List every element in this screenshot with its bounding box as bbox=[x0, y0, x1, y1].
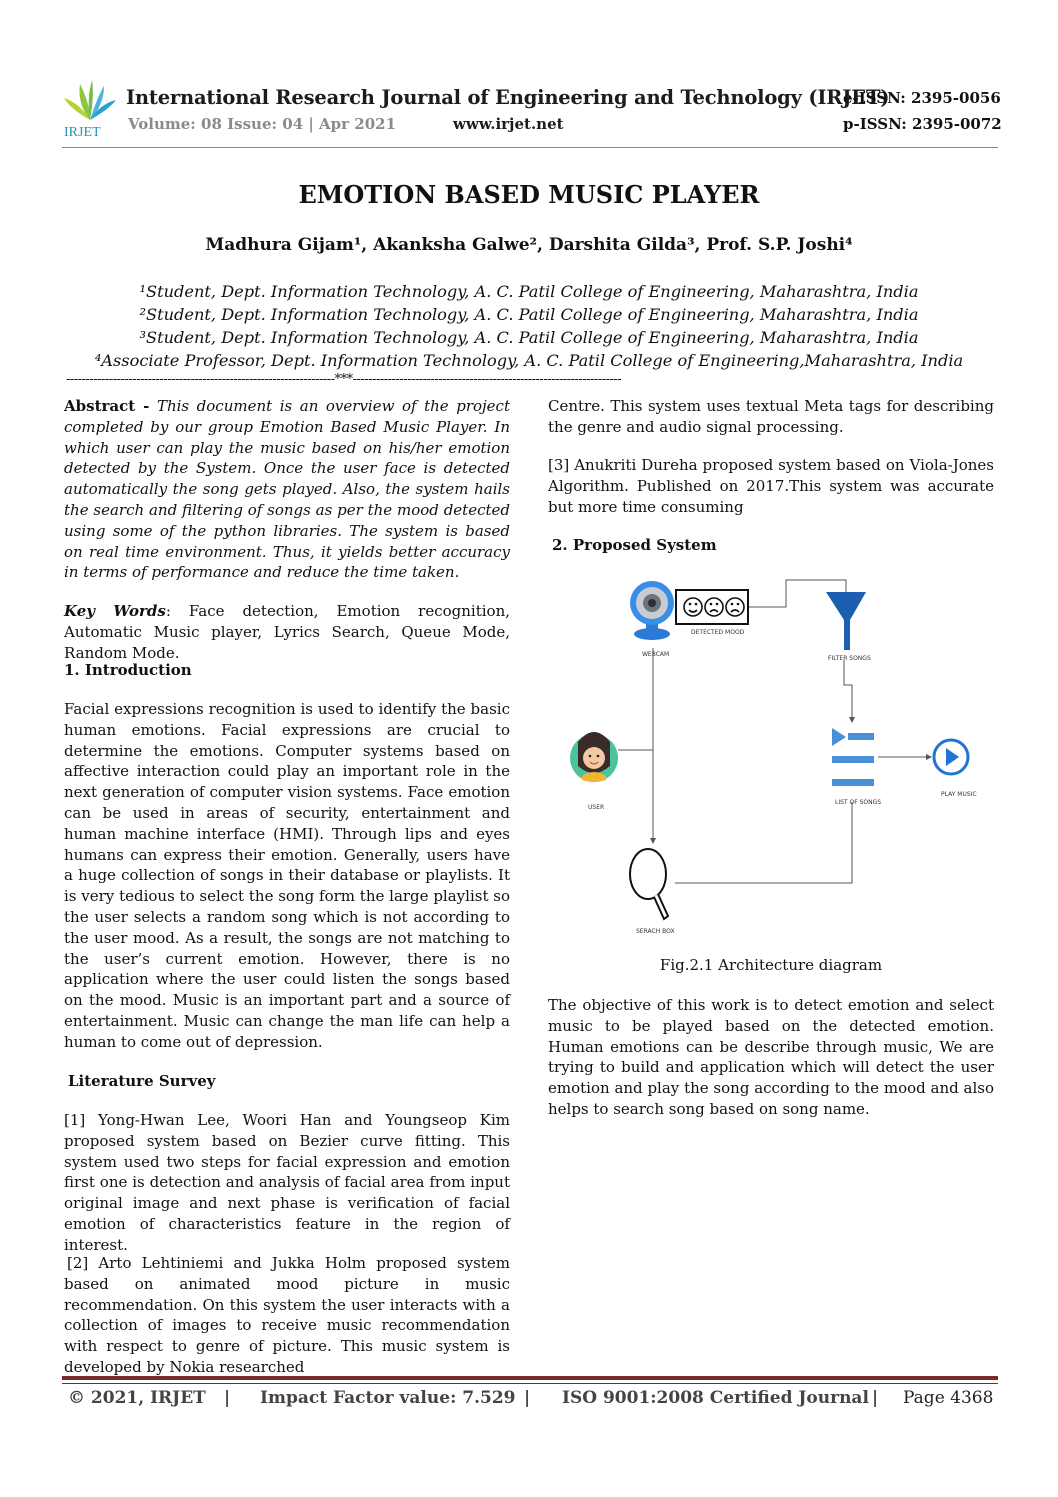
affiliation-2: ²Student, Dept. Information Technology, A. C. Patil College of Engineering, Maharashtra, India bbox=[139, 305, 919, 324]
label-detected-mood: DETECTED MOOD bbox=[691, 629, 745, 636]
lit-paragraph-2: [2] Arto Lehtiniemi and Jukka Holm proposed system based on animated mood picture in music recommendation. On this system the user interacts with a collection of images to receive music recommendation with respect to genre of picture. This music system is developed by Nokia researched bbox=[64, 1254, 510, 1376]
journal-logo bbox=[60, 74, 120, 138]
lit-paragraph-3: [3] Anukriti Dureha proposed system based on Viola-Jones Algorithm. Published on 2017.This system was accurate but more time consuming bbox=[548, 456, 994, 516]
filter-icon bbox=[826, 592, 866, 650]
header-rule bbox=[62, 147, 998, 148]
keywords bbox=[64, 601, 510, 663]
footer-separator-2: | bbox=[524, 1388, 531, 1408]
proposed-heading: 2. Proposed System bbox=[552, 536, 717, 554]
intro-heading: 1. Introduction bbox=[64, 661, 192, 679]
journal-volume: Volume: 08 Issue: 04 | Apr 2021 bbox=[128, 115, 397, 133]
footer-page-number: Page 4368 bbox=[903, 1388, 994, 1408]
abstract-label: Abstract - bbox=[64, 397, 150, 415]
footer-impact-factor: Impact Factor value: 7.529 bbox=[260, 1388, 516, 1408]
e-issn: e-ISSN: 2395-0056 bbox=[843, 89, 1001, 107]
lit-heading: Literature Survey bbox=[68, 1072, 216, 1090]
play-music-icon bbox=[934, 740, 968, 774]
affiliation-1: ¹Student, Dept. Information Technology, A. C. Patil College of Engineering, Maharashtra, India bbox=[139, 282, 919, 301]
lit-paragraph-2-cont: Centre. This system uses textual Meta tags for describing the genre and audio signal processing. bbox=[548, 397, 994, 436]
label-webcam: WEBCAM bbox=[642, 651, 670, 658]
footer-copyright: © 2021, IRJET bbox=[68, 1388, 206, 1408]
label-user: USER bbox=[588, 804, 605, 811]
label-list-of-songs: LIST OF SONGS bbox=[835, 799, 882, 806]
footer-iso: ISO 9001:2008 Certified Journal bbox=[562, 1388, 869, 1408]
paper-title: EMOTION BASED MUSIC PLAYER bbox=[298, 180, 760, 209]
lit-paragraph-1: [1] Yong-Hwan Lee, Woori Han and Youngseop Kim proposed system based on Bezier curve fitting. This system used two steps for facial expression and emotion first one is detection and analysis of facial area from input original image and next phase is verification of facial emotion of characteristics feature in the region of interest. bbox=[64, 1111, 510, 1254]
label-play-music: PLAY MUSIC bbox=[941, 791, 977, 798]
intro-text: Facial expressions recognition is used to identify the basic human emotions. Facial expressions are crucial to determine the emotions. Computer systems based on affective interaction could play an important role in the next generation of computer vision systems. Face emotion can be used in areas of security, entertainment and human machine interface (HMI). Through lips and eyes humans can express their emotion. Generally, users have a huge collection of songs in their database or playlists. It is very tedious to select the song form the large playlist so the user selects a random song which is not according to the user mood. As a result, the songs are not matching to the user’s current emotion. However, there is no application where the user could listen the songs based on the mood. Music is an important part and a source of entertainment. Music can change the man life can help a human to come out of depression. bbox=[64, 700, 510, 1051]
abstract-text: This document is an overview of the project completed by our group Emotion Based Music Player. In which user can play the music based on his/her emotion detected by the System. Once the user face is detected automatically the song gets played. Also, the system hails the search and filtering of songs as per the mood detected using some of the python libraries. The system is based on real time environment. Thus, it yields better accuracy in terms of performance and reduce the time taken. bbox=[64, 397, 510, 582]
search-box-icon bbox=[630, 849, 668, 919]
footer-rule-thin bbox=[62, 1383, 998, 1384]
list-of-songs-icon bbox=[832, 728, 874, 786]
architecture-diagram bbox=[560, 570, 980, 942]
journal-website[interactable]: www.irjet.net bbox=[453, 115, 564, 133]
separator-line: ---------------------------------------------------------------------***--------------------------------------------------------------------- bbox=[66, 372, 622, 387]
proposed-text: The objective of this work is to detect emotion and select music to be played based on the detected emotion. Human emotions can be describe through music, We are trying to build and application which will detect the user emotion and play the song according to the mood and also helps to search song based on song name. bbox=[548, 996, 994, 1118]
figure-caption: Fig.2.1 Architecture diagram bbox=[659, 956, 883, 974]
footer-rule bbox=[62, 1376, 998, 1380]
affiliation-3: ³Student, Dept. Information Technology, A. C. Patil College of Engineering, Maharashtra, India bbox=[139, 328, 919, 347]
keywords-label: Key Words bbox=[64, 602, 166, 620]
paper-authors: Madhura Gijam¹, Akanksha Galwe², Darshita Gilda³, Prof. S.P. Joshi⁴ bbox=[205, 235, 853, 255]
affiliation-4: ⁴Associate Professor, Dept. Information Technology, A. C. Patil College of Engineering,Maharashtra, India bbox=[94, 351, 964, 370]
footer-separator-3: | bbox=[872, 1388, 879, 1408]
svg-text:IRJET: IRJET bbox=[64, 125, 101, 138]
keywords-text: : Face detection, Emotion recognition, Automatic Music player, Lyrics Search, Queue Mode, Random Mode. bbox=[64, 602, 510, 662]
detected-mood-icon bbox=[676, 590, 748, 624]
p-issn: p-ISSN: 2395-0072 bbox=[843, 115, 1002, 133]
abstract bbox=[64, 396, 510, 583]
label-filter-songs: FILTER SONGS bbox=[828, 655, 871, 662]
label-search-box: SERACH BOX bbox=[636, 928, 675, 935]
webcam-icon bbox=[630, 581, 674, 640]
footer-separator-1: | bbox=[224, 1388, 231, 1408]
user-avatar-icon bbox=[570, 732, 618, 782]
journal-name: International Research Journal of Engineering and Technology (IRJET) bbox=[126, 86, 890, 109]
